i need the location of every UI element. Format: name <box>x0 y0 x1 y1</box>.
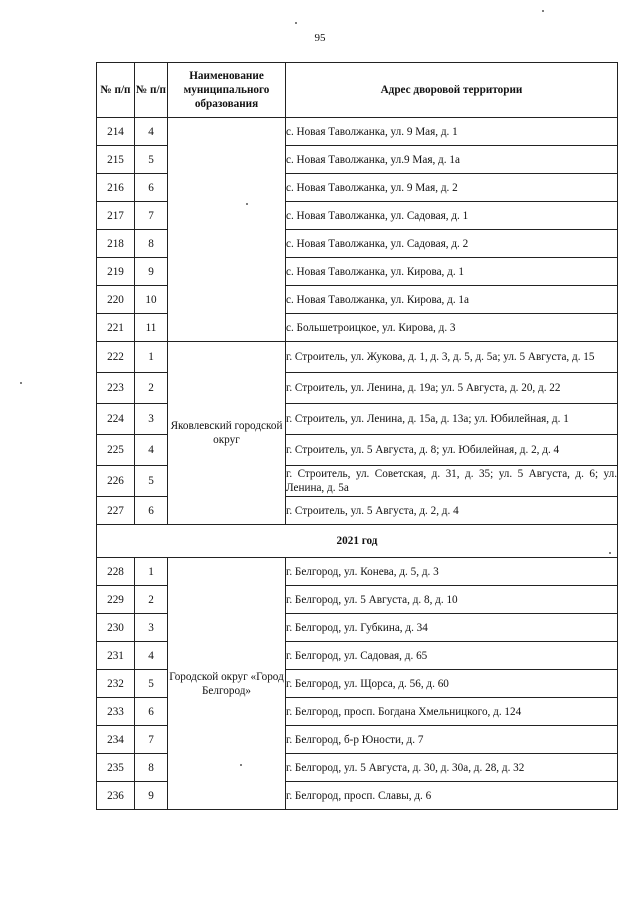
row-sub-number: 5 <box>135 670 168 698</box>
row-number: 233 <box>97 698 135 726</box>
municipality-cell <box>168 118 286 342</box>
row-address: г. Белгород, б-р Юности, д. 7 <box>286 726 618 754</box>
row-number: 214 <box>97 118 135 146</box>
row-address: г. Белгород, ул. 5 Августа, д. 8, д. 10 <box>286 586 618 614</box>
courtyard-register-table <box>96 62 618 810</box>
row-address: с. Новая Таволжанка, ул. Садовая, д. 1 <box>286 202 618 230</box>
header-municipality: Наименование муниципального образования <box>168 63 286 118</box>
row-sub-number: 2 <box>135 586 168 614</box>
row-sub-number: 5 <box>135 466 168 497</box>
row-address: с. Новая Таволжанка, ул. 9 Мая, д. 1 <box>286 118 618 146</box>
row-number: 229 <box>97 586 135 614</box>
row-address: г. Строитель, ул. Ленина, д. 19а; ул. 5 Августа, д. 20, д. 22 <box>286 373 618 404</box>
row-number: 226 <box>97 466 135 497</box>
header-number: № п/п <box>97 63 135 118</box>
scan-speck <box>240 764 242 766</box>
row-address: г. Строитель, ул. Жукова, д. 1, д. 3, д. 5, д. 5а; ул. 5 Августа, д. 15 <box>286 342 618 373</box>
scan-speck <box>246 203 248 205</box>
row-address: г. Белгород, просп. Славы, д. 6 <box>286 782 618 810</box>
row-number: 224 <box>97 404 135 435</box>
table-row <box>97 118 618 146</box>
row-address: г. Белгород, ул. Садовая, д. 65 <box>286 642 618 670</box>
table-row <box>97 558 618 586</box>
row-address: с. Новая Таволжанка, ул.9 Мая, д. 1а <box>286 146 618 174</box>
row-number: 235 <box>97 754 135 782</box>
scan-speck <box>609 552 611 554</box>
header-sub-number: № п/п <box>135 63 168 118</box>
row-address: г. Строитель, ул. Ленина, д. 15а, д. 13а; ул. Юбилейная, д. 1 <box>286 404 618 435</box>
row-sub-number: 4 <box>135 435 168 466</box>
row-number: 236 <box>97 782 135 810</box>
scan-speck <box>295 22 297 24</box>
row-address: с. Новая Таволжанка, ул. Кирова, д. 1а <box>286 286 618 314</box>
row-address: г. Строитель, ул. 5 Августа, д. 2, д. 4 <box>286 497 618 525</box>
row-number: 222 <box>97 342 135 373</box>
row-address: с. Новая Таволжанка, ул. Кирова, д. 1 <box>286 258 618 286</box>
row-address: г. Белгород, ул. 5 Августа, д. 30, д. 30а, д. 28, д. 32 <box>286 754 618 782</box>
row-address: с. Большетроицкое, ул. Кирова, д. 3 <box>286 314 618 342</box>
row-sub-number: 10 <box>135 286 168 314</box>
row-number: 218 <box>97 230 135 258</box>
row-number: 219 <box>97 258 135 286</box>
row-sub-number: 6 <box>135 497 168 525</box>
year-heading: 2021 год <box>97 525 618 558</box>
row-sub-number: 7 <box>135 726 168 754</box>
row-sub-number: 6 <box>135 174 168 202</box>
table-row <box>97 342 618 373</box>
row-number: 230 <box>97 614 135 642</box>
row-number: 231 <box>97 642 135 670</box>
year-heading-row <box>97 525 618 558</box>
row-address: г. Белгород, просп. Богдана Хмельницкого, д. 124 <box>286 698 618 726</box>
row-sub-number: 8 <box>135 754 168 782</box>
row-address: г. Белгород, ул. Конева, д. 5, д. 3 <box>286 558 618 586</box>
header-row <box>97 63 618 118</box>
row-sub-number: 9 <box>135 782 168 810</box>
row-sub-number: 3 <box>135 404 168 435</box>
row-number: 223 <box>97 373 135 404</box>
row-number: 216 <box>97 174 135 202</box>
scan-speck <box>20 382 22 384</box>
row-address: г. Белгород, ул. Губкина, д. 34 <box>286 614 618 642</box>
municipality-cell: Яковлевский городской округ <box>168 342 286 525</box>
row-sub-number: 7 <box>135 202 168 230</box>
row-number: 232 <box>97 670 135 698</box>
row-number: 234 <box>97 726 135 754</box>
row-number: 221 <box>97 314 135 342</box>
row-sub-number: 11 <box>135 314 168 342</box>
row-address: г. Строитель, ул. 5 Августа, д. 8; ул. Юбилейная, д. 2, д. 4 <box>286 435 618 466</box>
table-header <box>97 63 618 118</box>
scan-speck <box>542 10 544 12</box>
row-number: 215 <box>97 146 135 174</box>
row-sub-number: 4 <box>135 642 168 670</box>
row-sub-number: 6 <box>135 698 168 726</box>
row-sub-number: 1 <box>135 558 168 586</box>
header-address: Адрес дворовой территории <box>286 63 618 118</box>
row-number: 217 <box>97 202 135 230</box>
page-number: 95 <box>314 32 326 44</box>
row-number: 220 <box>97 286 135 314</box>
row-address: с. Новая Таволжанка, ул. Садовая, д. 2 <box>286 230 618 258</box>
table-body <box>97 118 618 810</box>
row-number: 228 <box>97 558 135 586</box>
row-sub-number: 8 <box>135 230 168 258</box>
row-address: г. Белгород, ул. Щорса, д. 56, д. 60 <box>286 670 618 698</box>
row-sub-number: 4 <box>135 118 168 146</box>
row-address: г. Строитель, ул. Советская, д. 31, д. 35; ул. 5 Августа, д. 6; ул. Ленина, д. 5а <box>286 466 618 497</box>
row-sub-number: 3 <box>135 614 168 642</box>
row-sub-number: 9 <box>135 258 168 286</box>
row-number: 227 <box>97 497 135 525</box>
row-sub-number: 2 <box>135 373 168 404</box>
municipality-cell: Городской округ «Город Белгород» <box>168 558 286 810</box>
row-address: с. Новая Таволжанка, ул. 9 Мая, д. 2 <box>286 174 618 202</box>
row-sub-number: 1 <box>135 342 168 373</box>
row-sub-number: 5 <box>135 146 168 174</box>
row-number: 225 <box>97 435 135 466</box>
